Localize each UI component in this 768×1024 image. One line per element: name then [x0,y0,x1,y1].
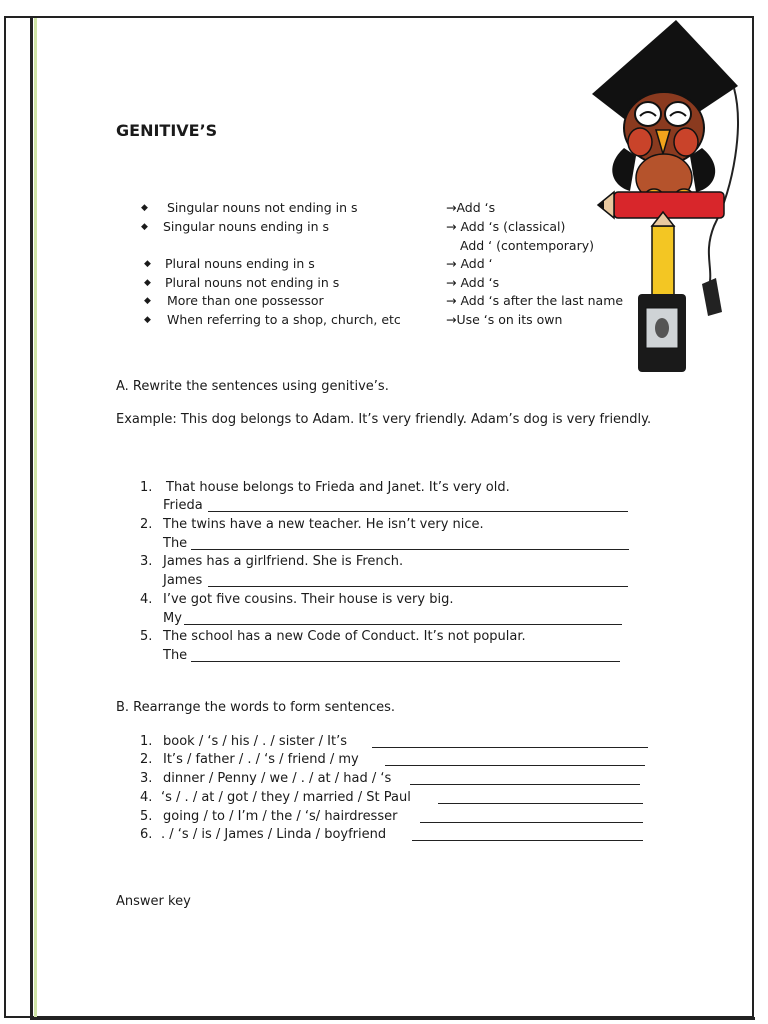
item-number: 5. [140,809,153,824]
item-sentence: The twins have a new teacher. He isn’t very nice. [163,517,484,532]
page-title: GENITIVE’S [116,121,218,140]
rule-result: → Add ‘s (classical) [446,219,566,234]
answer-line[interactable] [208,586,628,587]
answer-key-heading: Answer key [116,894,191,909]
word-list: book / ‘s / his / . / sister / It’s [163,734,348,749]
section-b-instruction: B. Rearrange the words to form sentences. [116,700,395,715]
rule-result: →Use ‘s on its own [446,312,563,327]
bottom-border [33,1017,755,1020]
rule-result: → Add ‘s [446,275,500,290]
margin-accent [34,18,37,1018]
answer-line[interactable] [191,661,620,662]
rule-text: When referring to a shop, church, etc [167,312,401,327]
word-list: going / to / I’m / the / ‘s/ hairdresser [163,809,398,824]
item-number: 4. [140,592,153,607]
answer-line[interactable] [438,803,643,804]
answer-start: My [163,611,182,626]
word-list: It’s / father / . / ‘s / friend / my [163,752,359,767]
answer-line[interactable] [420,822,643,823]
answer-start: The [163,536,188,551]
owl-pencil-illustration [584,16,744,376]
item-number: 2. [140,752,153,767]
item-sentence: James has a girlfriend. She is French. [163,554,404,569]
word-list: ‘s / . / at / got / they / married / St Paul [161,790,411,805]
rule-result: →Add ‘s [446,200,496,215]
rule-result: → Add ‘ [446,256,493,271]
rule-text: Plural nouns ending in s [165,256,315,271]
item-number: 3. [140,554,153,569]
rule-text: Singular nouns not ending in s [167,200,358,215]
rule-text: More than one possessor [167,293,324,308]
answer-line[interactable] [208,511,628,512]
rule-result: → Add ‘s after the last name [446,293,624,308]
item-number: 4. [140,790,153,805]
bullet-icon: ◆ [141,203,148,213]
bullet-icon: ◆ [141,222,148,232]
item-sentence: The school has a new Code of Conduct. It’s not popular. [163,629,526,644]
answer-start: The [163,648,188,663]
bullet-icon: ◆ [144,278,151,288]
item-sentence: I’ve got five cousins. Their house is very big. [163,592,454,607]
answer-line[interactable] [184,624,622,625]
word-list: . / ‘s / is / James / Linda / boyfriend [161,827,387,842]
margin-line [30,16,33,1020]
rule-text: Plural nouns not ending in s [165,275,340,290]
answer-start: James [163,573,203,588]
answer-line[interactable] [410,784,640,785]
bullet-icon: ◆ [144,315,151,325]
bullet-icon: ◆ [144,259,151,269]
section-a-example: Example: This dog belongs to Adam. It’s very friendly. Adam’s dog is very friendly. [116,412,652,427]
item-sentence: That house belongs to Frieda and Janet. It’s very old. [166,480,510,495]
item-number: 1. [140,734,153,749]
item-number: 5. [140,629,153,644]
item-number: 2. [140,517,153,532]
answer-line[interactable] [385,765,645,766]
answer-line[interactable] [191,549,629,550]
bullet-icon: ◆ [144,296,151,306]
rule-text: Singular nouns ending in s [163,219,330,234]
answer-start: Frieda [163,498,203,513]
answer-line[interactable] [372,747,648,748]
section-a-instruction: A. Rewrite the sentences using genitive’s. [116,379,389,394]
rule-result-secondary: Add ‘ (contemporary) [460,238,595,253]
item-number: 6. [140,827,153,842]
item-number: 3. [140,771,153,786]
item-number: 1. [140,480,153,495]
answer-line[interactable] [412,840,643,841]
word-list: dinner / Penny / we / . / at / had / ‘s [163,771,392,786]
